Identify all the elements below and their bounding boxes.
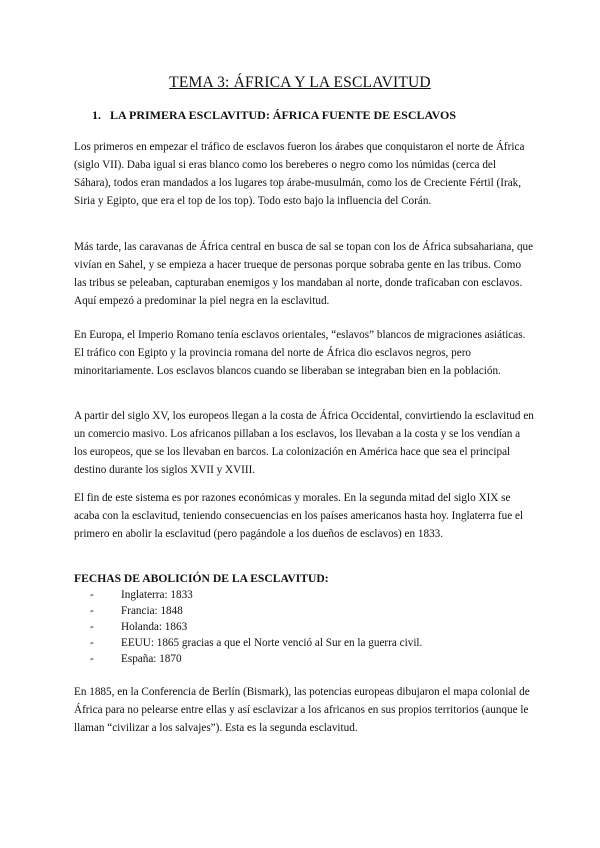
list-bullet: - xyxy=(90,637,94,649)
list-bullet: - xyxy=(90,605,94,617)
list-bullet: - xyxy=(90,589,94,601)
abolition-heading: FECHAS DE ABOLICIÓN DE LA ESCLAVITUD: xyxy=(74,572,329,585)
document-title: TEMA 3: ÁFRICA Y LA ESCLAVITUD xyxy=(169,74,431,91)
list-bullet: - xyxy=(90,653,94,665)
paragraph-4: A partir del siglo XV, los europeos llegan a la costa de África Occidental, convirtiendo la esclavitud en un comercio masivo. Los africanos pillaban a los esclavos, los llevaban a la costa y se los vendían a los europeos, que se los llevaban en barcos. La colonización en América hace que sea el principal destino durante los siglos XVII y XVIII. xyxy=(74,410,534,476)
section-heading-text: LA PRIMERA ESCLAVITUD: ÁFRICA FUENTE DE ESCLAVOS xyxy=(110,108,457,122)
list-item xyxy=(90,651,422,667)
section-heading xyxy=(92,108,456,123)
list-item-text: EEUU: 1865 gracias a que el Norte venció al Sur en la guerra civil. xyxy=(121,637,423,649)
list-item xyxy=(90,603,422,619)
list-item xyxy=(90,635,422,651)
list-item-text: España: 1870 xyxy=(121,653,182,665)
section-number: 1. xyxy=(92,108,101,122)
list-item-text: Inglaterra: 1833 xyxy=(121,589,193,601)
paragraph-2: Más tarde, las caravanas de África central en busca de sal se topan con los de África subsahariana, que vivían en Sahel, y se empieza a hacer trueque de personas porque sobraba gente en las tribus. Como las tribus se peleaban, capturaban enemigos y los mandaban al norte, donde traficaban con esclavos. Aquí empezó a predominar la piel negra en la esclavitud. xyxy=(74,241,534,307)
list-item xyxy=(90,587,422,603)
closing-paragraph: En 1885, en la Conferencia de Berlín (Bismark), las potencias europeas dibujaron el mapa colonial de África para no pelearse entre ellas y así esclavizar a los africanos en sus propios territorios (aunque le llaman “civilizar a los salvajes”). Esta es la segunda esclavitud. xyxy=(74,686,530,734)
abolition-list xyxy=(90,587,422,667)
list-item-text: Holanda: 1863 xyxy=(121,621,188,633)
list-item xyxy=(90,619,422,635)
paragraph-1: Los primeros en empezar el tráfico de esclavos fueron los árabes que conquistaron el norte de África (siglo VII). Daba igual si eras blanco como los bereberes o negro como los númidas (cerca del Sáhara), todos eran mandados a los lugares top árabe-musulmán, como los de Creciente Fértil (Irak, Siria y Egipto, que era el top de los top). Todo esto bajo la influencia del Corán. xyxy=(74,141,525,207)
list-item-text: Francia: 1848 xyxy=(121,605,183,617)
paragraph-5: El fin de este sistema es por razones económicas y morales. En la segunda mitad del siglo XIX se acaba con la esclavitud, teniendo consecuencias en los países americanos hasta hoy. Inglaterra fue el primero en abolir la esclavitud (pero pagándole a los dueños de esclavos) en 1833. xyxy=(74,492,524,540)
list-bullet: - xyxy=(90,621,94,633)
paragraph-3: En Europa, el Imperio Romano tenía esclavos orientales, “eslavos” blancos de migraciones asiáticas. El tráfico con Egipto y la provincia romana del norte de África dio esclavos negros, pero minoritariamente. Los esclavos blancos cuando se liberaban se integraban bien en la población. xyxy=(74,329,526,377)
